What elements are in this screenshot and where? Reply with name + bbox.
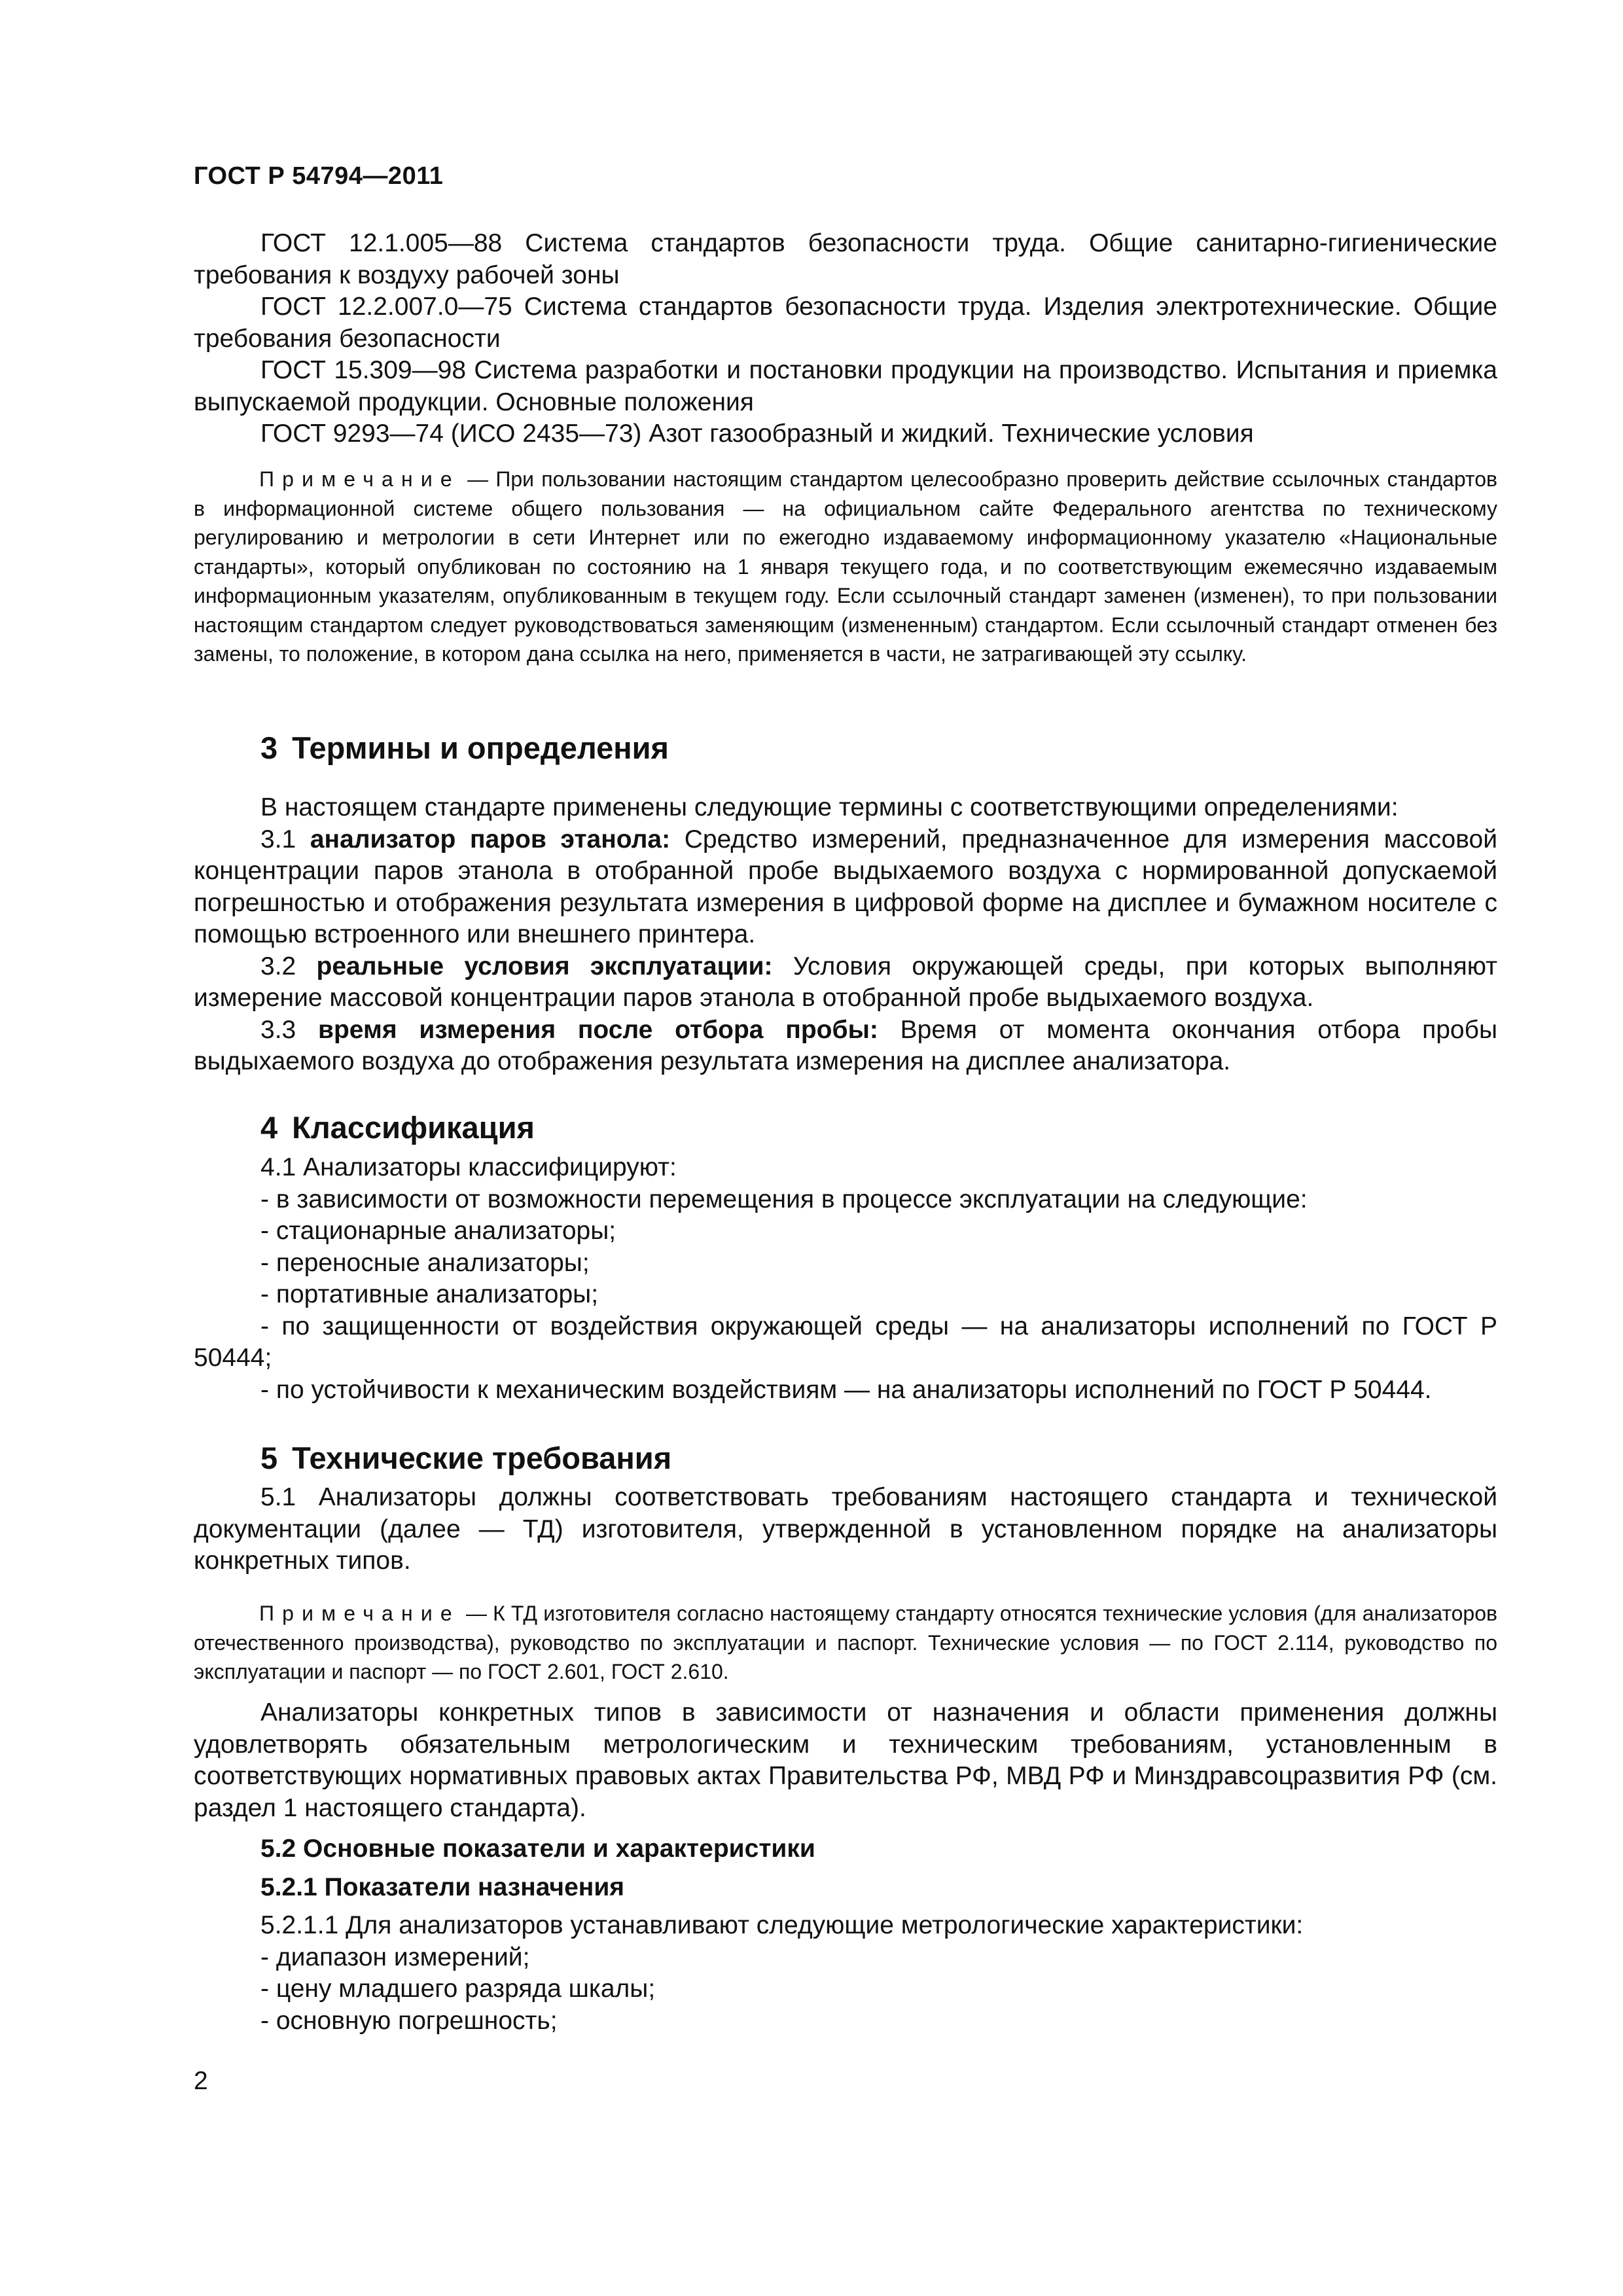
section-number: 4 xyxy=(260,1110,278,1145)
metrology-line: 5.2.1.1 Для анализаторов устанавливают следующие метрологические характеристики: xyxy=(260,1911,1304,1939)
section-5-body xyxy=(194,1482,1497,1577)
classification-line: - стационарные анализаторы; xyxy=(260,1217,616,1245)
note-text: — При пользовании настоящим стандартом целесообразно проверить действие ссылочных стандартов в информационной системе общего пользования — на официальном сайте Федерального агентства по техническому регулированию и метрологии в сети Интернет или по ежегодно издаваемому информационному указателю «Национальные стандарты», который опубликован по состоянию на 1 января текущего года, и по соответствующим ежемесячно издаваемым информационным указателям, опубликованным в текущем году. Если ссылочный стандарт заменен (изменен), то при пользовании настоящим стандартом следует руководствоваться заменяющим (измененным) стандартом. Если ссылочный стандарт отменен без замены, то положение, в котором дана ссылка на него, применяется в части, не затрагивающей эту ссылку. xyxy=(194,467,1497,666)
td-note xyxy=(194,1599,1497,1687)
section-title: Термины и определения xyxy=(292,730,669,765)
note-label: Примечание xyxy=(259,1602,460,1625)
classification-line: - по устойчивости к механическим воздействиям — на анализаторы исполнений по ГОСТ Р 50444. xyxy=(260,1375,1432,1404)
term-name: анализатор паров этанола: xyxy=(310,825,671,853)
metrology-line: - диапазон измерений; xyxy=(260,1943,530,1971)
classification-line: - по защищенности от воздействия окружающей среды — на анализаторы исполнений по ГОСТ Р 50444; xyxy=(194,1312,1497,1372)
page-number: 2 xyxy=(194,2067,208,2095)
classification-line: - портативные анализаторы; xyxy=(260,1280,599,1308)
subsection-5-2-1-heading: 5.2.1 Показатели назначения xyxy=(260,1873,625,1901)
references-note xyxy=(194,465,1497,669)
clause-5-1: 5.1 Анализаторы должны соответствовать требованиям настоящего стандарта и технической документации (далее — ТД) изготовителя, утвержденной в установленном порядке на анализаторы конкретных типов. xyxy=(194,1483,1497,1575)
classification-line: - в зависимости от возможности перемещения в процессе эксплуатации на следующие: xyxy=(260,1185,1308,1213)
section-5-continued xyxy=(194,1697,1497,2037)
classification-line: 4.1 Анализаторы классифицируют: xyxy=(260,1153,677,1181)
term-name: время измерения после отбора пробы: xyxy=(318,1015,878,1044)
term-definition: 3.1 анализатор паров этанола: Средство измерений, предназначенное для измерения массовой концентрации паров этанола в отобранной пробе выдыхаемого воздуха с нормированной допускаемой погрешностью и отображения результата измерения в цифровой форме на дисплее и бумажном носителе с помощью встроенного или внешнего принтера. xyxy=(194,825,1497,948)
section-title: Технические требования xyxy=(292,1441,672,1475)
reference-item: ГОСТ 9293—74 (ИСО 2435—73) Азот газообразный и жидкий. Технические условия xyxy=(260,420,1254,448)
note-label: Примечание xyxy=(259,467,460,491)
section-3-heading xyxy=(260,730,669,766)
term-definition: 3.3 время измерения после отбора пробы: Время от момента окончания отбора пробы выдыхаемого воздуха до отображения результата измерения на дисплее анализатора. xyxy=(194,1015,1497,1075)
section-4-heading xyxy=(260,1109,535,1145)
normative-references xyxy=(194,228,1497,450)
term-definition: 3.2 реальные условия эксплуатации: Условия окружающей среды, при которых выполняют измерение массовой концентрации паров этанола в отобранной пробе выдыхаемого воздуха. xyxy=(194,952,1497,1012)
section-number: 3 xyxy=(260,730,278,765)
reference-item: ГОСТ 12.2.007.0—75 Система стандартов безопасности труда. Изделия электротехнические. Общие требования безопасности xyxy=(194,293,1497,353)
classification-line: - переносные анализаторы; xyxy=(260,1248,590,1277)
section-4-body xyxy=(194,1152,1497,1406)
section-5-heading xyxy=(260,1440,671,1476)
section-intro: В настоящем стандарте применены следующие термины с соответствующими определениями: xyxy=(260,793,1399,821)
metrology-line: - цену младшего разряда шкалы; xyxy=(260,1975,656,2003)
reference-item: ГОСТ 15.309—98 Система разработки и постановки продукции на производство. Испытания и приемка выпускаемой продукции. Основные положения xyxy=(194,356,1497,416)
types-paragraph: Анализаторы конкретных типов в зависимости от назначения и области применения должны удовлетворять обязательным метрологическим и техническим требованиям, установленным в соответствующих нормативных правовых актах Правительства РФ, МВД РФ и Минздравсоцразвития РФ (см. раздел 1 настоящего стандарта). xyxy=(194,1698,1497,1822)
document-header: ГОСТ Р 54794—2011 xyxy=(194,162,444,190)
subsection-5-2-heading: 5.2 Основные показатели и характеристики xyxy=(260,1835,815,1863)
section-3-body xyxy=(194,792,1497,1078)
metrology-line: - основную погрешность; xyxy=(260,2006,558,2035)
term-name: реальные условия эксплуатации: xyxy=(316,952,773,980)
note-text: — К ТД изготовителя согласно настоящему стандарту относятся технические условия (для анализаторов отечественного производства), руководство по эксплуатации и паспорт. Технические условия — по ГОСТ 2.114, руководство по эксплуатации и паспорт — по ГОСТ 2.601, ГОСТ 2.610. xyxy=(194,1602,1497,1683)
reference-item: ГОСТ 12.1.005—88 Система стандартов безопасности труда. Общие санитарно-гигиенические требования к воздуху рабочей зоны xyxy=(194,229,1497,289)
section-number: 5 xyxy=(260,1441,278,1475)
section-title: Классификация xyxy=(292,1110,535,1145)
